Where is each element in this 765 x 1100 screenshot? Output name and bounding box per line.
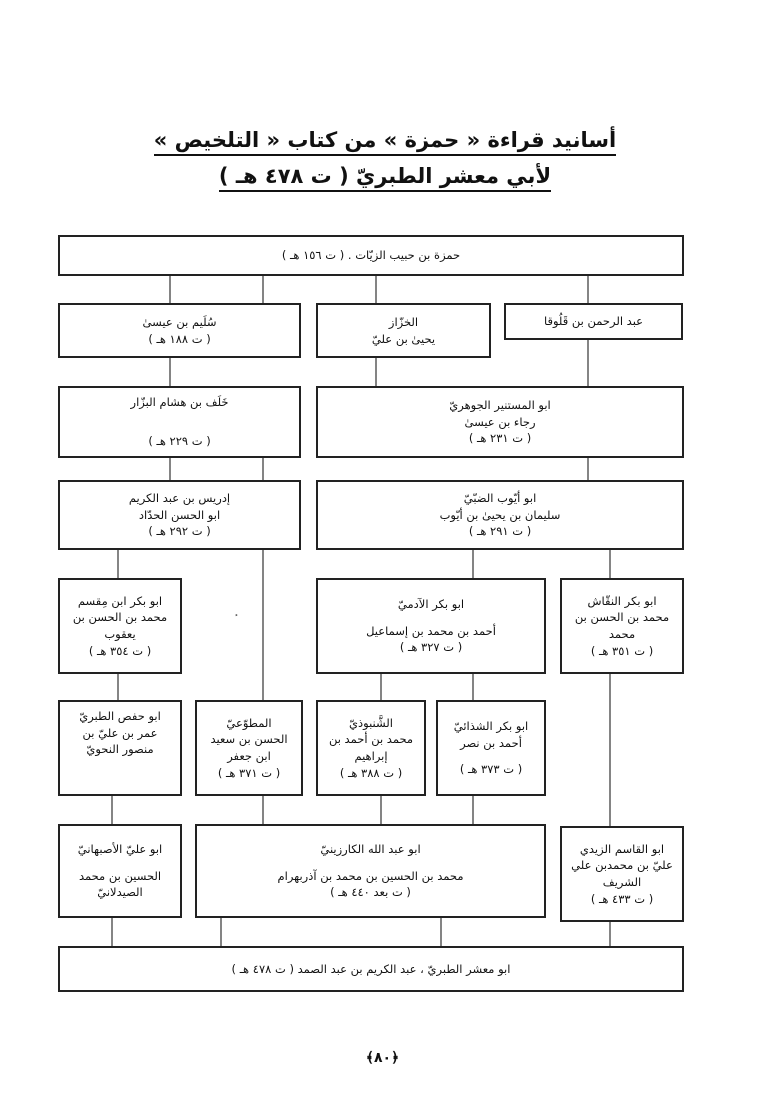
- node-text: ( ت بعد ٤٤٠ هـ ): [330, 885, 411, 900]
- node-text: سُلَيم بن عيسىٰ: [142, 314, 217, 329]
- node-text: سليمان بن يحيىٰ بن أيّوب: [439, 507, 561, 522]
- node-text: محمد بن الحسين بن محمد بن آذربهرام: [277, 868, 464, 883]
- node-text: الخزّاز: [388, 314, 419, 329]
- node-text: ( ت ٢٣١ هـ ): [468, 431, 532, 446]
- node-text: محمد بن الحسن بن: [574, 610, 670, 625]
- node-text: ابو عبد الله الكارزينيّ: [320, 841, 421, 856]
- node-text: ابو حفص الطبريّ: [79, 709, 161, 723]
- node-hamza: [58, 235, 684, 276]
- node-text: ( ت ٣٧١ هـ ): [217, 765, 281, 780]
- node-text: ابو أيّوب الضبّيّ: [463, 490, 537, 505]
- node-text: يحيىٰ بن عليّ: [371, 331, 436, 346]
- page-number: ﴿٨٠﴾: [365, 1050, 400, 1066]
- diagram-subtitle: لأبي معشر الطبريّ ( ت ٤٧٨ هـ ): [100, 164, 670, 188]
- node-text: ابو بكر النقّاش: [587, 593, 657, 608]
- node-abu-mashar: [58, 946, 684, 992]
- node-text: حمزة بن حبيب الزيّات . ( ت ١٥٦ هـ ): [281, 248, 461, 263]
- node-text: أحمد بن محمد بن إسماعيل: [366, 623, 496, 638]
- node-text: ابو معشر الطبريّ ، عبد الكريم بن عبد الصمد ( ت ٤٧٨ هـ ): [231, 961, 511, 976]
- node-text: الشريف: [602, 875, 642, 889]
- node-abd-al-rahman: [504, 303, 683, 340]
- node-text: ( ت ٣٥١ هـ ): [590, 643, 654, 658]
- node-sulaym: [58, 303, 301, 358]
- node-shadhai: [436, 700, 546, 796]
- node-text: الحسين بن محمد: [78, 868, 162, 883]
- node-abu-hafs: [58, 700, 182, 796]
- node-text: عليّ بن محمدبن علي: [571, 858, 673, 873]
- node-text: يعقوب: [104, 627, 136, 641]
- diagram-title: أسانيد قراءة « حمزة » من كتاب « التلخيص »: [100, 128, 670, 152]
- node-text: رجاء بن عيسىٰ: [464, 414, 536, 429]
- node-text: ( ت ١٨٨ هـ ): [148, 331, 211, 346]
- node-text: ابو عليّ الأصبهانيّ: [77, 841, 163, 856]
- node-text: الحسن بن سعيد: [210, 732, 288, 747]
- node-text: محمد بن الحسن بن: [72, 610, 168, 625]
- node-text: محمد: [608, 627, 636, 641]
- node-text: إبراهيم: [354, 749, 388, 763]
- node-text: ( ت ٢٩٢ هـ ): [148, 524, 211, 539]
- node-text: عبد الرحمن بن قَلُوقا: [543, 314, 644, 329]
- node-ibn-miqsam: [58, 578, 182, 674]
- node-text: ابن جعفر: [227, 749, 271, 763]
- node-text: المطوّعيّ: [226, 715, 272, 730]
- node-abu-ayyub: [316, 480, 684, 550]
- node-text: ابو المستنير الجوهريّ: [449, 397, 551, 412]
- node-text: ( ت ٣٥٤ هـ ): [88, 643, 152, 658]
- node-naqqash: [560, 578, 684, 674]
- node-idris: [58, 480, 301, 550]
- node-shunbudhi: [316, 700, 426, 796]
- node-text: ابو القاسم الزيدي: [579, 841, 665, 856]
- node-text: أحمد بن نصر: [460, 735, 522, 750]
- node-text: ابو بكر الآدميّ: [397, 596, 465, 611]
- node-zaydi: [560, 826, 684, 922]
- node-text: ابو الحسن الحدّاد: [138, 507, 221, 522]
- node-text: ( ت ٢٩١ هـ ): [468, 524, 532, 539]
- node-khazzaz: [316, 303, 491, 358]
- node-text: إدريس بن عبد الكريم: [128, 490, 231, 505]
- node-text: ( ت ٣٢٧ هـ ): [399, 640, 463, 655]
- node-text: ( ت ٣٧٣ هـ ): [459, 762, 523, 777]
- node-text: الشَّنبوذيّ: [349, 715, 393, 730]
- node-text: ( ت ٤٣٣ هـ ): [590, 891, 654, 906]
- node-mutawwii: [195, 700, 303, 796]
- node-text: منصور النحويّ: [86, 742, 154, 757]
- node-text: عمر بن عليّ بن: [82, 725, 158, 740]
- node-text: ابو بكر ابن مِقسم: [77, 593, 163, 608]
- node-adami: [316, 578, 546, 674]
- node-text: الصيدلانيّ: [97, 885, 143, 900]
- node-text: ( ت ٢٢٩ هـ ): [148, 434, 211, 449]
- node-karzini: [195, 824, 546, 918]
- node-text: ( ت ٣٨٨ هـ ): [339, 765, 403, 780]
- node-text: محمد بن أحمد بن: [328, 732, 414, 747]
- node-isbahani: [58, 824, 182, 918]
- node-text: خَلَف بن هشام البزّار: [130, 395, 229, 409]
- node-khalaf: [58, 386, 301, 458]
- node-abu-al-mustanir: [316, 386, 684, 458]
- node-text: ابو بكر الشذائيّ: [453, 718, 529, 733]
